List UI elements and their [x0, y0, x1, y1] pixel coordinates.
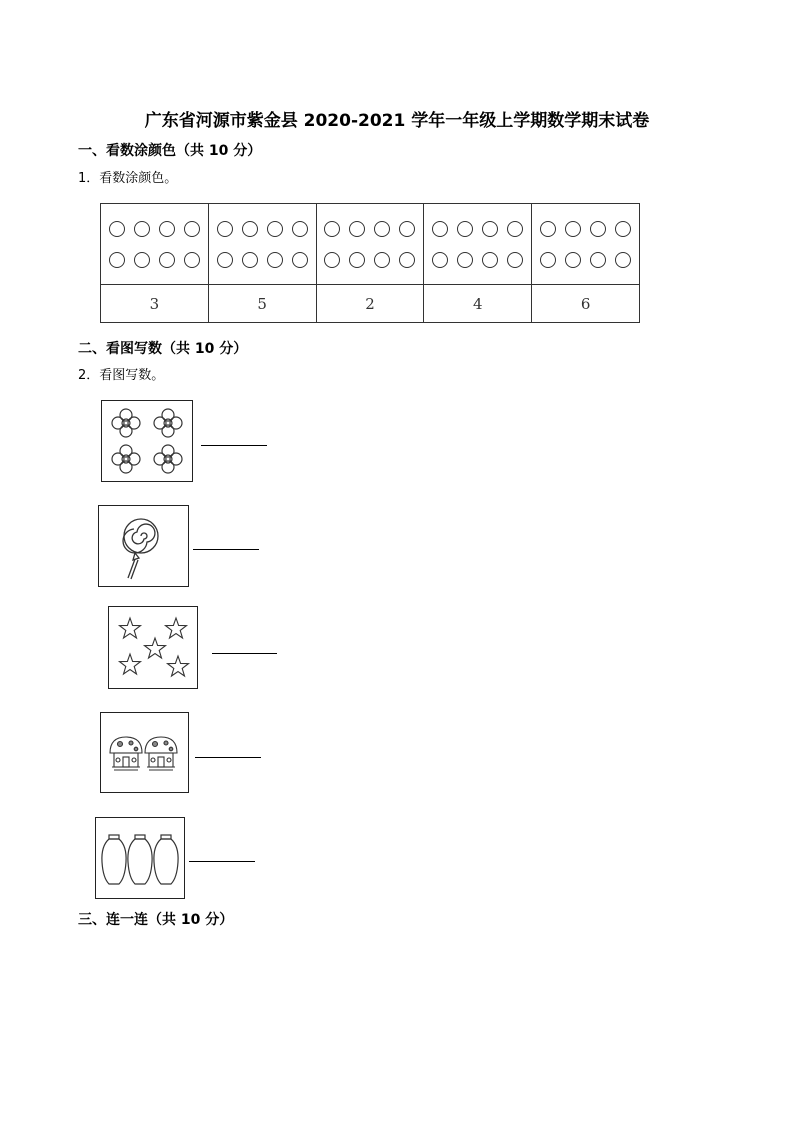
answer-line-4[interactable] [195, 757, 261, 758]
color-circle[interactable] [159, 252, 175, 268]
answer-line-2[interactable] [193, 549, 259, 550]
color-circle[interactable] [242, 221, 258, 237]
number-cell: 3 [101, 285, 209, 323]
circle-group [101, 221, 208, 268]
answer-line-3[interactable] [212, 653, 277, 654]
circle-cell [208, 204, 316, 285]
question-1-text: 1．看数涂颜色。 [78, 171, 178, 186]
color-circle[interactable] [349, 221, 365, 237]
lollipop-picture-box [98, 505, 189, 587]
lantern-icon [96, 818, 184, 898]
circle-cell [101, 204, 209, 285]
answer-line-5[interactable] [189, 861, 255, 862]
circle-cell [424, 204, 532, 285]
color-circle[interactable] [507, 252, 523, 268]
circle-cell [316, 204, 424, 285]
color-circle[interactable] [615, 252, 631, 268]
number-row [101, 285, 640, 323]
number-cell: 6 [532, 285, 640, 323]
flower-picture-box [101, 400, 193, 482]
question-2-text: 2．看图写数。 [78, 368, 165, 383]
lantern-picture-box [95, 817, 185, 899]
circle-group [532, 221, 639, 268]
section-heading-3: 三、连一连（共 10 分） [78, 912, 234, 928]
color-circle[interactable] [109, 221, 125, 237]
color-circle[interactable] [615, 221, 631, 237]
circle-cell [532, 204, 640, 285]
answer-line-1[interactable] [201, 445, 267, 446]
circle-group [317, 221, 424, 268]
color-circle[interactable] [432, 221, 448, 237]
color-circle[interactable] [432, 252, 448, 268]
color-circle[interactable] [109, 252, 125, 268]
color-circle[interactable] [242, 252, 258, 268]
section-heading-2: 二、看图写数（共 10 分） [78, 341, 248, 357]
color-circle[interactable] [184, 221, 200, 237]
color-circle[interactable] [540, 252, 556, 268]
color-circle[interactable] [267, 252, 283, 268]
circle-group [209, 221, 316, 268]
color-circle[interactable] [482, 252, 498, 268]
color-circle[interactable] [540, 221, 556, 237]
color-circle[interactable] [565, 252, 581, 268]
lollipop-icon [99, 506, 188, 586]
color-circle[interactable] [292, 221, 308, 237]
color-circle[interactable] [590, 221, 606, 237]
color-circle[interactable] [399, 252, 415, 268]
color-circle[interactable] [349, 252, 365, 268]
color-circle[interactable] [324, 221, 340, 237]
star-picture-box [108, 606, 198, 689]
color-circle[interactable] [217, 252, 233, 268]
number-cell: 5 [208, 285, 316, 323]
color-circle[interactable] [217, 221, 233, 237]
color-circle[interactable] [457, 221, 473, 237]
mushroom-house-icon [101, 713, 188, 792]
section-heading-1: 一、看数涂颜色（共 10 分） [78, 143, 262, 159]
color-circle[interactable] [134, 221, 150, 237]
color-circle[interactable] [374, 252, 390, 268]
color-circle[interactable] [134, 252, 150, 268]
circle-row [101, 204, 640, 285]
number-cell: 4 [424, 285, 532, 323]
circle-group [424, 221, 531, 268]
flower-icon [102, 401, 192, 481]
color-circle[interactable] [457, 252, 473, 268]
color-circle[interactable] [184, 252, 200, 268]
color-circle[interactable] [507, 221, 523, 237]
color-circle[interactable] [399, 221, 415, 237]
mushroom-house-picture-box [100, 712, 189, 793]
color-circle[interactable] [267, 221, 283, 237]
page-title: 广东省河源市紫金县 2020-2021 学年一年级上学期数学期末试卷 [144, 111, 650, 131]
color-circle[interactable] [159, 221, 175, 237]
color-circle[interactable] [374, 221, 390, 237]
color-circle[interactable] [565, 221, 581, 237]
number-cell: 2 [316, 285, 424, 323]
color-circle[interactable] [590, 252, 606, 268]
color-table [100, 203, 640, 323]
color-circle[interactable] [292, 252, 308, 268]
color-circle[interactable] [482, 221, 498, 237]
color-circle[interactable] [324, 252, 340, 268]
star-icon [109, 607, 197, 688]
